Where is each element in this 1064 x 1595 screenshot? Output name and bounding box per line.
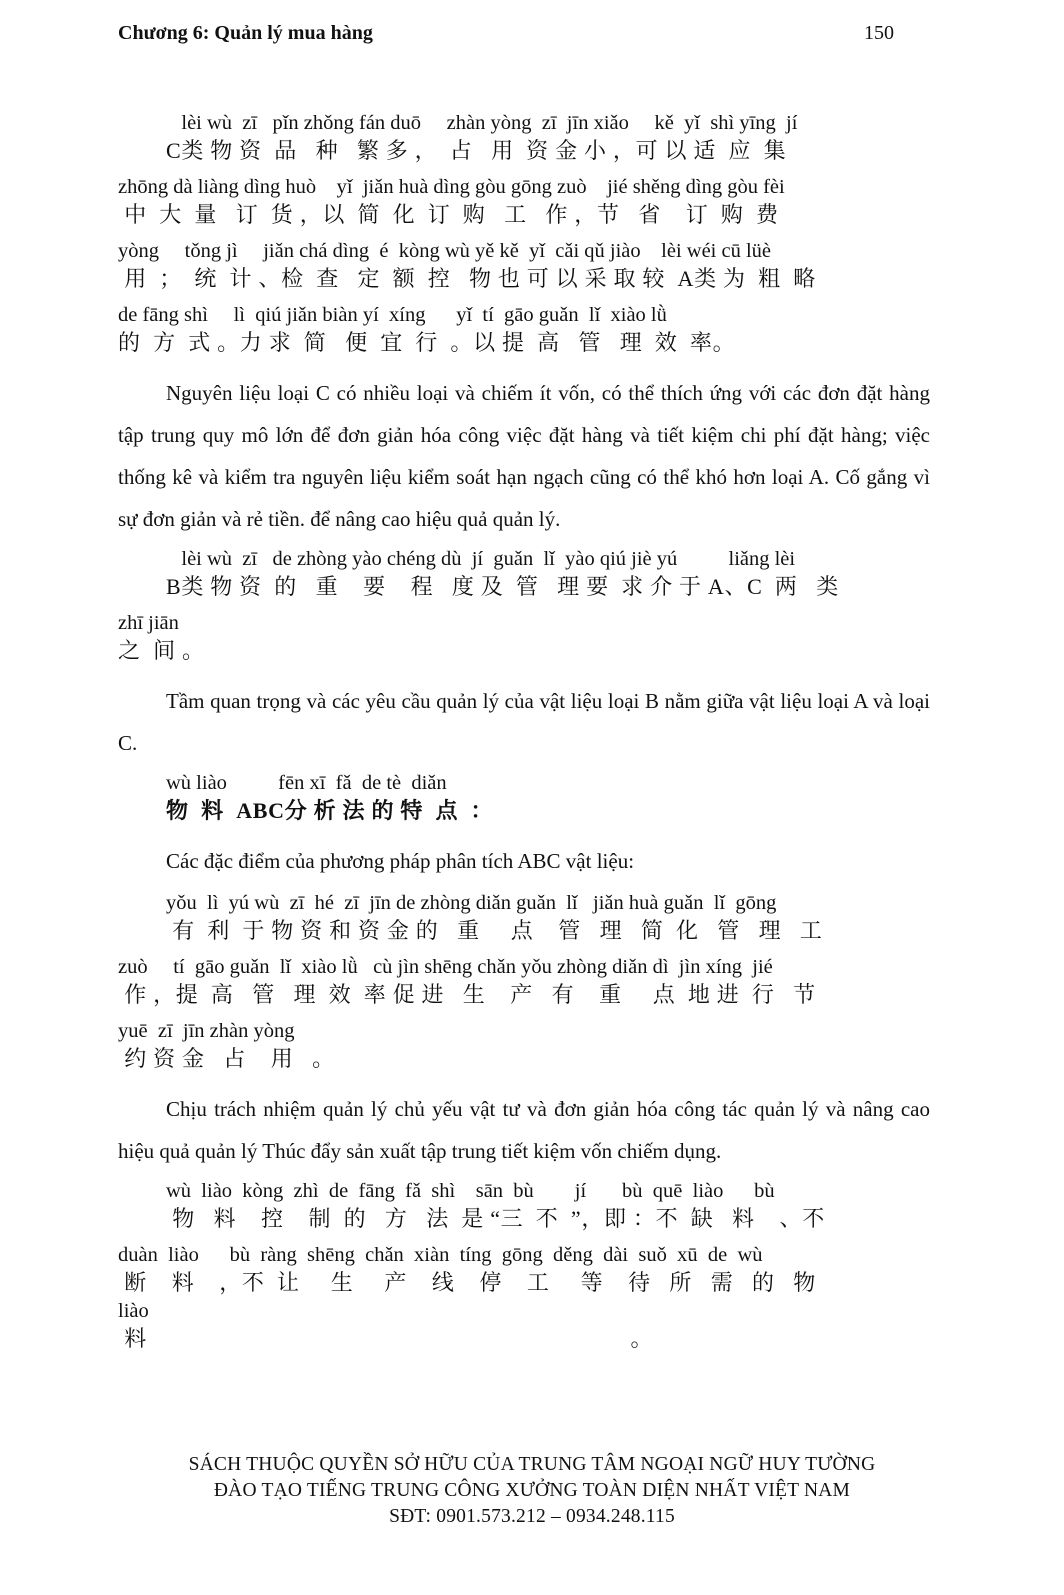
chinese-paragraph [118, 890, 930, 1074]
page-header [118, 22, 894, 52]
footer-phone: SĐT: 0901.573.212 – 0934.248.115 [389, 1506, 675, 1527]
hanzi-line: 中 大 量 订 货 ，以 简 化 订 购 工 作 ，节 省 订 购 费 [118, 202, 779, 227]
vietnamese-paragraph: Tầm quan trọng và các yêu cầu quản lý của vật liệu loại B nằm giữa vật liệu loại A và loại C. [118, 689, 930, 755]
hanzi-line: 有 利 于 物 资 和 资 金 的 重 点 管 理 简 化 管 理 工 [166, 918, 823, 943]
footer-ownership: SÁCH THUỘC QUYỀN SỞ HỮU CỦA TRUNG TÂM NGOẠI NGỮ HUY TƯỜNG [188, 1454, 876, 1475]
hanzi-line: 料 。 [118, 1326, 654, 1351]
hanzi-line: 断 料 ，不 让 生 产 线 停 工 等 待 所 需 的 物 [118, 1270, 817, 1295]
chinese-paragraph [118, 1178, 930, 1354]
pinyin-line: liào [118, 1300, 149, 1322]
chapter-title: Chương 6: Quản lý mua hàng [118, 22, 373, 44]
page-footer [0, 1452, 1064, 1530]
pinyin-line: yuē zī jīn zhàn yòng [118, 1020, 295, 1042]
pinyin-line: yòng tǒng jì jiǎn chá dìng é kòng wù yě kě yǐ cǎi qǔ jiào lèi wéi cū lüè [118, 240, 772, 262]
vietnamese-paragraph: Chịu trách nhiệm quản lý chủ yếu vật tư và đơn giản hóa công tác quản lý và nâng cao hiệu quả quản lý Thúc đẩy sản xuất tập trung tiết kiệm vốn chiếm dụng. [118, 1097, 930, 1163]
pinyin-line: duàn liào bù ràng shēng chǎn xiàn tíng gōng děng dài suǒ xū de wù [118, 1244, 763, 1266]
page-number: 150 [864, 22, 894, 44]
vietnamese-heading: Các đặc điểm của phương pháp phân tích ABC vật liệu: [166, 849, 635, 873]
footer-tagline: ĐÀO TẠO TIẾNG TRUNG CÔNG XƯỞNG TOÀN DIỆN NHẤT VIỆT NAM [213, 1480, 851, 1501]
pinyin-line: lèi wù zī de zhòng yào chéng dù jí guǎn lǐ yào qiú jiè yú liǎng lèi [166, 548, 796, 570]
section-heading [118, 770, 930, 826]
hanzi-line: 作 ，提 高 管 理 效 率 促 进 生 产 有 重 点 地 进 行 节 [118, 982, 816, 1007]
vietnamese-paragraph: Nguyên liệu loại C có nhiều loại và chiếm ít vốn, có thể thích ứng với các đơn đặt hàng tập trung quy mô lớn để đơn giản hóa công việc đặt hàng và tiết kiệm chi phí đặt hàng; việc thống kê và kiểm tra nguyên liệu kiểm soát hạn ngạch cũng có thể khó hơn loại A. Cố gắng vì sự đơn giản và rẻ tiền. để nâng cao hiệu quả quản lý. [118, 381, 930, 531]
hanzi-line: 的 方 式 。力 求 简 便 宜 行 。以 提 高 管 理 效 率。 [118, 330, 736, 355]
hanzi-line: 约 资 金 占 用 。 [118, 1046, 335, 1071]
hanzi-line: 之 间 。 [118, 638, 205, 663]
hanzi-line: 物 料 控 制 的 方 法 是 “三 不 ”，即 ：不 缺 料 、不 [166, 1206, 825, 1231]
pinyin-line: lèi wù zī pǐn zhǒng fán duō zhàn yòng zī jīn xiǎo kě yǐ shì yīng jí [166, 112, 798, 134]
pinyin-line: yǒu lì yú wù zī hé zī jīn de zhòng diǎn guǎn lǐ jiǎn huà guǎn lǐ gōng [166, 892, 777, 914]
hanzi-line: 用 ； 统 计 、检 查 定 额 控 物 也 可 以 采 取 较 A类 为 粗 略 [118, 266, 816, 291]
pinyin-line: wù liào fēn xī fǎ de tè diǎn [166, 772, 447, 794]
hanzi-heading: 物 料 ABC分 析 法 的 特 点 ： [166, 798, 494, 823]
chinese-paragraph [118, 110, 930, 358]
pinyin-line: de fāng shì lì qiú jiǎn biàn yí xíng yǐ tí gāo guǎn lǐ xiào lǜ [118, 304, 667, 326]
page-content [118, 110, 930, 1368]
hanzi-line: C类 物 资 品 种 繁 多 ， 占 用 资 金 小 ，可 以 适 应 集 [166, 138, 787, 163]
pinyin-line: zhōng dà liàng dìng huò yǐ jiǎn huà dìng gòu gōng zuò jié shěng dìng gòu fèi [118, 176, 785, 198]
pinyin-line: zhī jiān [118, 612, 179, 634]
pinyin-line: wù liào kòng zhì de fāng fǎ shì sān bù jí bù quē liào bù [166, 1180, 775, 1202]
pinyin-line: zuò tí gāo guǎn lǐ xiào lǜ cù jìn shēng chǎn yǒu zhòng diǎn dì jìn xíng jié [118, 956, 773, 978]
hanzi-line: B类 物 资 的 重 要 程 度 及 管 理 要 求 介 于 A、C 两 类 [166, 574, 839, 599]
chinese-paragraph [118, 546, 930, 666]
